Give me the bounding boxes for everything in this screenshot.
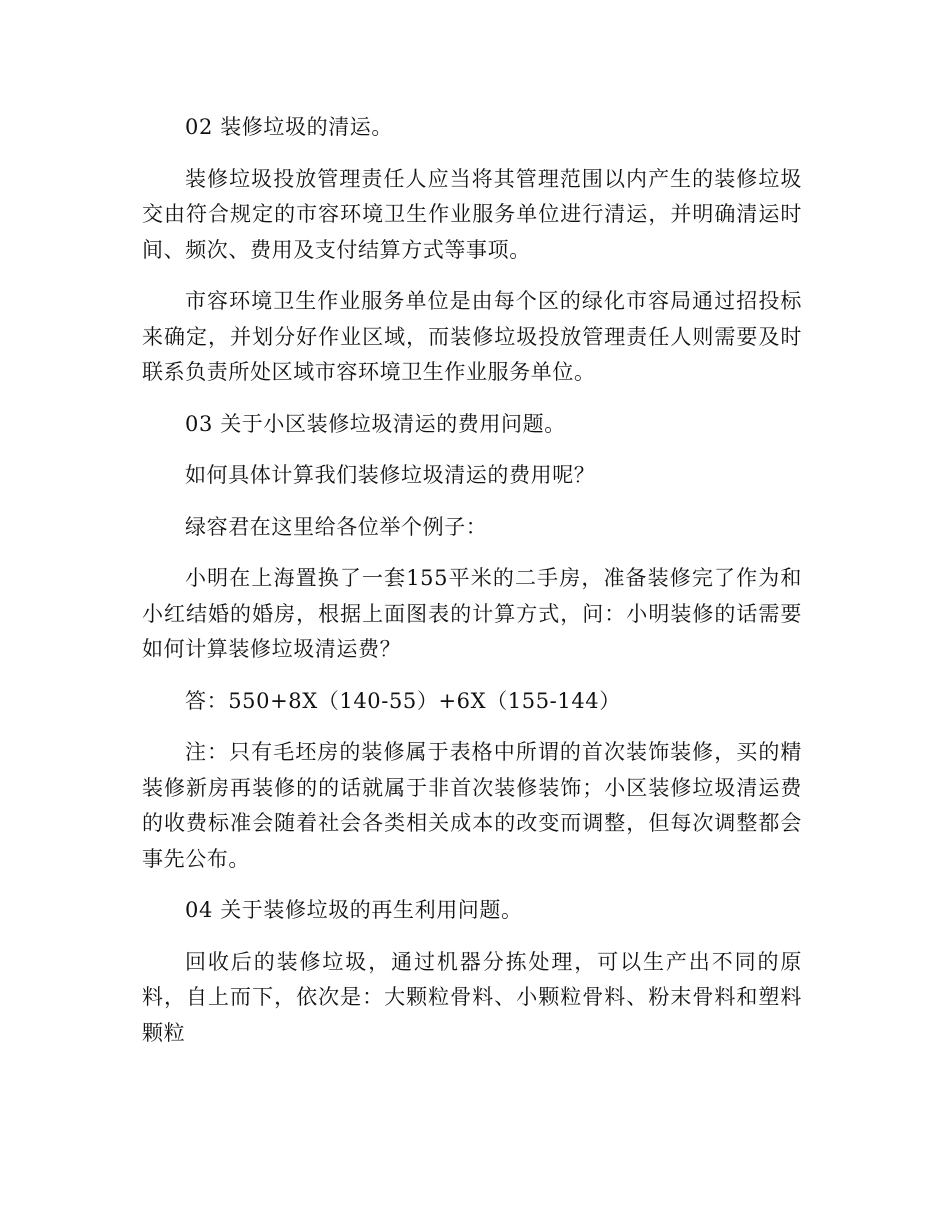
paragraph-example-intro: 绿容君在这里给各位举个例子： [185, 514, 488, 539]
paragraph-fee-question: 如何具体计算我们装修垃圾清运的费用呢？ [185, 463, 596, 487]
paragraph-recycling: 回收后的装修垃圾，通过机器分拣处理，可以生产出不同的原料，自上而下，依次是：大颗粒骨料、小颗粒骨料、粉末骨料和塑料颗粒 [142, 949, 802, 1045]
document-body [142, 110, 802, 1051]
section-heading-04: 04 关于装修垃圾的再生利用问题。 [185, 898, 523, 922]
paragraph-answer-formula: 答：550+8X（140-55）+6X（155-144） [185, 688, 621, 713]
paragraph-note: 注：只有毛坯房的装修属于表格中所谓的首次装饰装修，买的精装修新房再装修的的话就属于非首次装修装饰；小区装修垃圾清运费的收费标准会随着社会各类相关成本的改变而调整，但每次调整都会事先公布。 [142, 740, 802, 871]
paragraph-service-unit: 市容环境卫生作业服务单位是由每个区的绿化市容局通过招投标来确定，并划分好作业区域，而装修垃圾投放管理责任人则需要及时联系负责所处区域市容环境卫生作业服务单位。 [142, 289, 802, 384]
section-heading-03: 03 关于小区装修垃圾清运的费用问题。 [185, 411, 566, 436]
paragraph-example-case: 小明在上海置换了一套155平米的二手房，准备装修完了作为和小红结婚的婚房，根据上面图表的计算方式，问：小明装修的话需要如何计算装修垃圾清运费？ [142, 566, 802, 661]
paragraph-disposal-responsibility: 装修垃圾投放管理责任人应当将其管理范围以内产生的装修垃圾交由符合规定的市容环境卫生作业服务单位进行清运，并明确清运时间、频次、费用及支付结算方式等事项。 [142, 166, 802, 262]
section-heading-02: 02 装修垃圾的清运。 [185, 115, 393, 139]
